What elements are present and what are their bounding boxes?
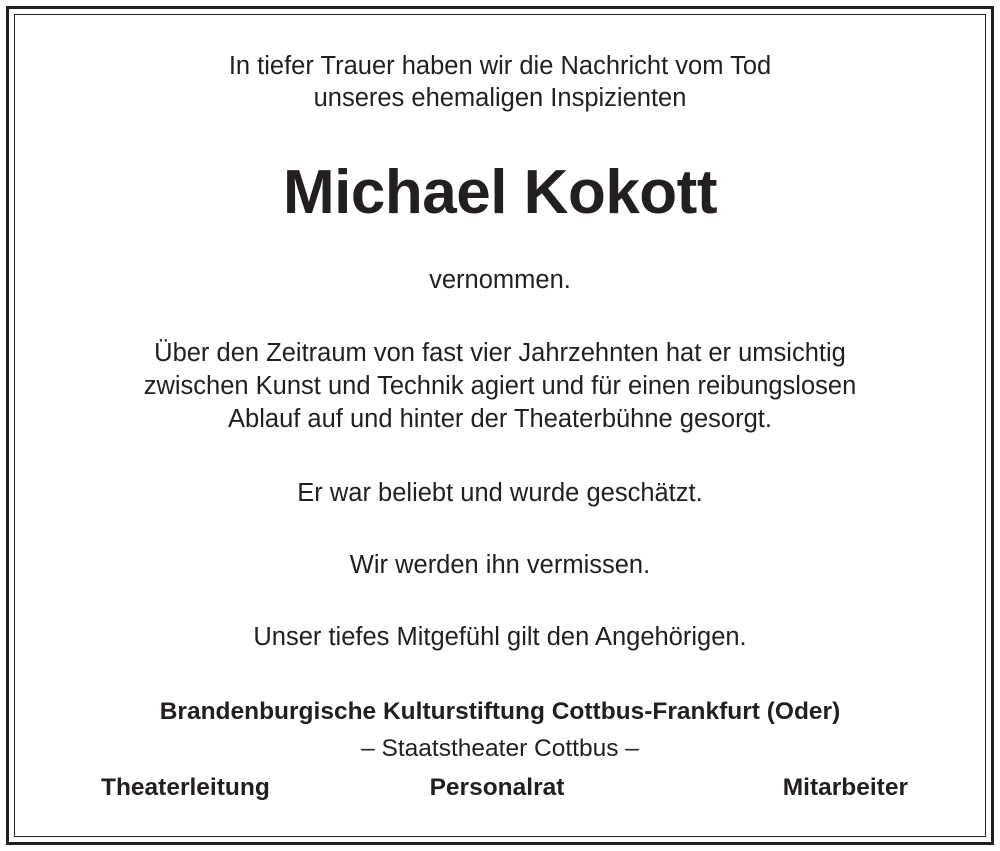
signatory-theaterleitung: Theaterleitung	[101, 774, 270, 801]
theater-name: – Staatstheater Cottbus –	[361, 735, 639, 762]
statement-beloved: Er war beliebt und wurde geschätzt.	[297, 479, 703, 507]
intro-line-1: In tiefer Trauer haben wir die Nachricht vom Tod	[228, 52, 772, 80]
tribute-line-1: Über den Zeitraum von fast vier Jahrzehnten hat er umsichtig	[154, 339, 846, 367]
signatory-mitarbeiter: Mitarbeiter	[782, 774, 908, 801]
statement-missed: Wir werden ihn vermissen.	[349, 551, 651, 579]
tribute-line-2: zwischen Kunst und Technik agiert und für einen reibungslosen	[143, 372, 857, 400]
signatory-personalrat: Personalrat	[429, 774, 565, 801]
organization-name: Brandenburgische Kulturstiftung Cottbus-Frankfurt (Oder)	[159, 698, 841, 725]
statement-condolences: Unser tiefes Mitgefühl gilt den Angehörigen.	[253, 623, 747, 651]
tribute-line-3: Ablauf auf und hinter der Theaterbühne gesorgt.	[228, 405, 772, 433]
vernommen-text: vernommen.	[429, 266, 571, 294]
intro-line-2: unseres ehemaligen Inspizienten	[313, 84, 687, 112]
deceased-name: Michael Kokott	[283, 158, 717, 227]
